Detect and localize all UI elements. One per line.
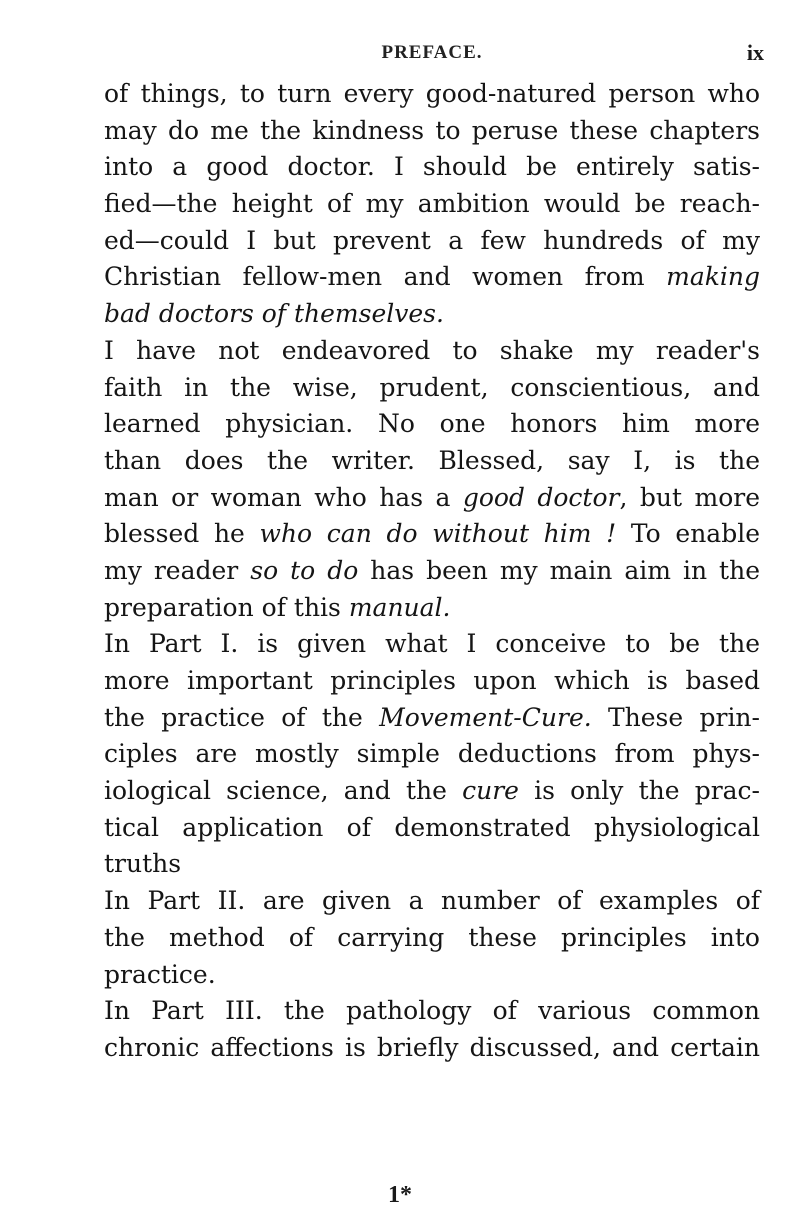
text-line: bad doctors of themselves. — [104, 299, 444, 329]
text-line: than does the writer. Blessed, say I, is the — [104, 445, 760, 475]
text-line: tical application of demonstrated physiological — [104, 812, 760, 842]
body-text — [104, 76, 760, 1067]
text-line: In Part III. the pathology of various common — [104, 996, 760, 1026]
italic-run: manual. — [348, 592, 451, 622]
text-line: more important principles upon which is based — [104, 666, 760, 695]
text-line: In Part II. are given a number of examples of — [104, 886, 760, 916]
italic-run: cure — [462, 776, 519, 806]
text-line: practice. — [104, 959, 216, 989]
text-line: faith in the wise, prudent, conscientious, and — [104, 372, 760, 402]
text-line: In Part I. is given what I conceive to be the — [104, 629, 760, 659]
text-line — [104, 553, 760, 590]
text-line — [104, 480, 760, 517]
text-line: ciples are mostly simple deductions from phys- — [104, 739, 760, 769]
text-line — [104, 773, 760, 810]
text-run: preparation of this — [104, 592, 349, 622]
italic-run: who can do without him ! — [259, 519, 617, 549]
paragraph-part-one — [104, 626, 760, 883]
text-line: the method of carrying these principles into — [104, 922, 760, 952]
text-line: learned physician. No one honors him more — [104, 409, 760, 439]
paragraph-physician — [104, 333, 760, 627]
running-title: PREFACE. — [381, 42, 483, 63]
text-line: truths — [104, 849, 182, 879]
text-run: Christian fellow-men and women from — [104, 262, 667, 292]
text-line — [104, 700, 760, 737]
running-head — [98, 40, 766, 70]
text-run: These prin- — [591, 702, 760, 732]
text-run: , but more — [619, 482, 760, 512]
italic-run: good doctor — [462, 482, 620, 512]
italic-run: making — [666, 262, 760, 292]
paragraph-part-two — [104, 883, 760, 993]
text-line: I have not endeavored to shake my reader's — [104, 335, 760, 365]
signature-mark: 1* — [388, 1182, 412, 1208]
text-line: chronic affections is briefly discussed, and certain — [104, 1032, 760, 1062]
text-run: iological science, and the — [104, 776, 463, 806]
paragraph-part-three — [104, 993, 760, 1066]
text-line: ed—could I but prevent a few hundreds of my — [104, 225, 760, 255]
text-run: man or woman who has a — [104, 482, 463, 512]
italic-run: Movement-Cure. — [379, 702, 592, 732]
text-run: To enable — [616, 519, 761, 549]
italic-run: so to do — [250, 555, 359, 585]
paragraph-continuation — [104, 76, 760, 333]
text-line: fied—the height of my ambition would be reach- — [104, 189, 760, 219]
text-line — [104, 516, 760, 553]
text-run: has been my main aim in the — [358, 555, 760, 585]
text-run: blessed he — [104, 519, 260, 549]
text-line: of things, to turn every good-natured person who — [104, 79, 760, 108]
text-run: my reader — [104, 555, 251, 585]
text-line: into a good doctor. I should be entirely satis- — [104, 152, 760, 182]
text-run: is only the prac- — [518, 776, 761, 806]
text-line — [104, 590, 760, 627]
text-line — [104, 259, 760, 296]
text-line: may do me the kindness to peruse these chapters — [104, 115, 760, 145]
text-run: the practice of the — [104, 702, 380, 732]
page-number: ix — [746, 40, 764, 65]
